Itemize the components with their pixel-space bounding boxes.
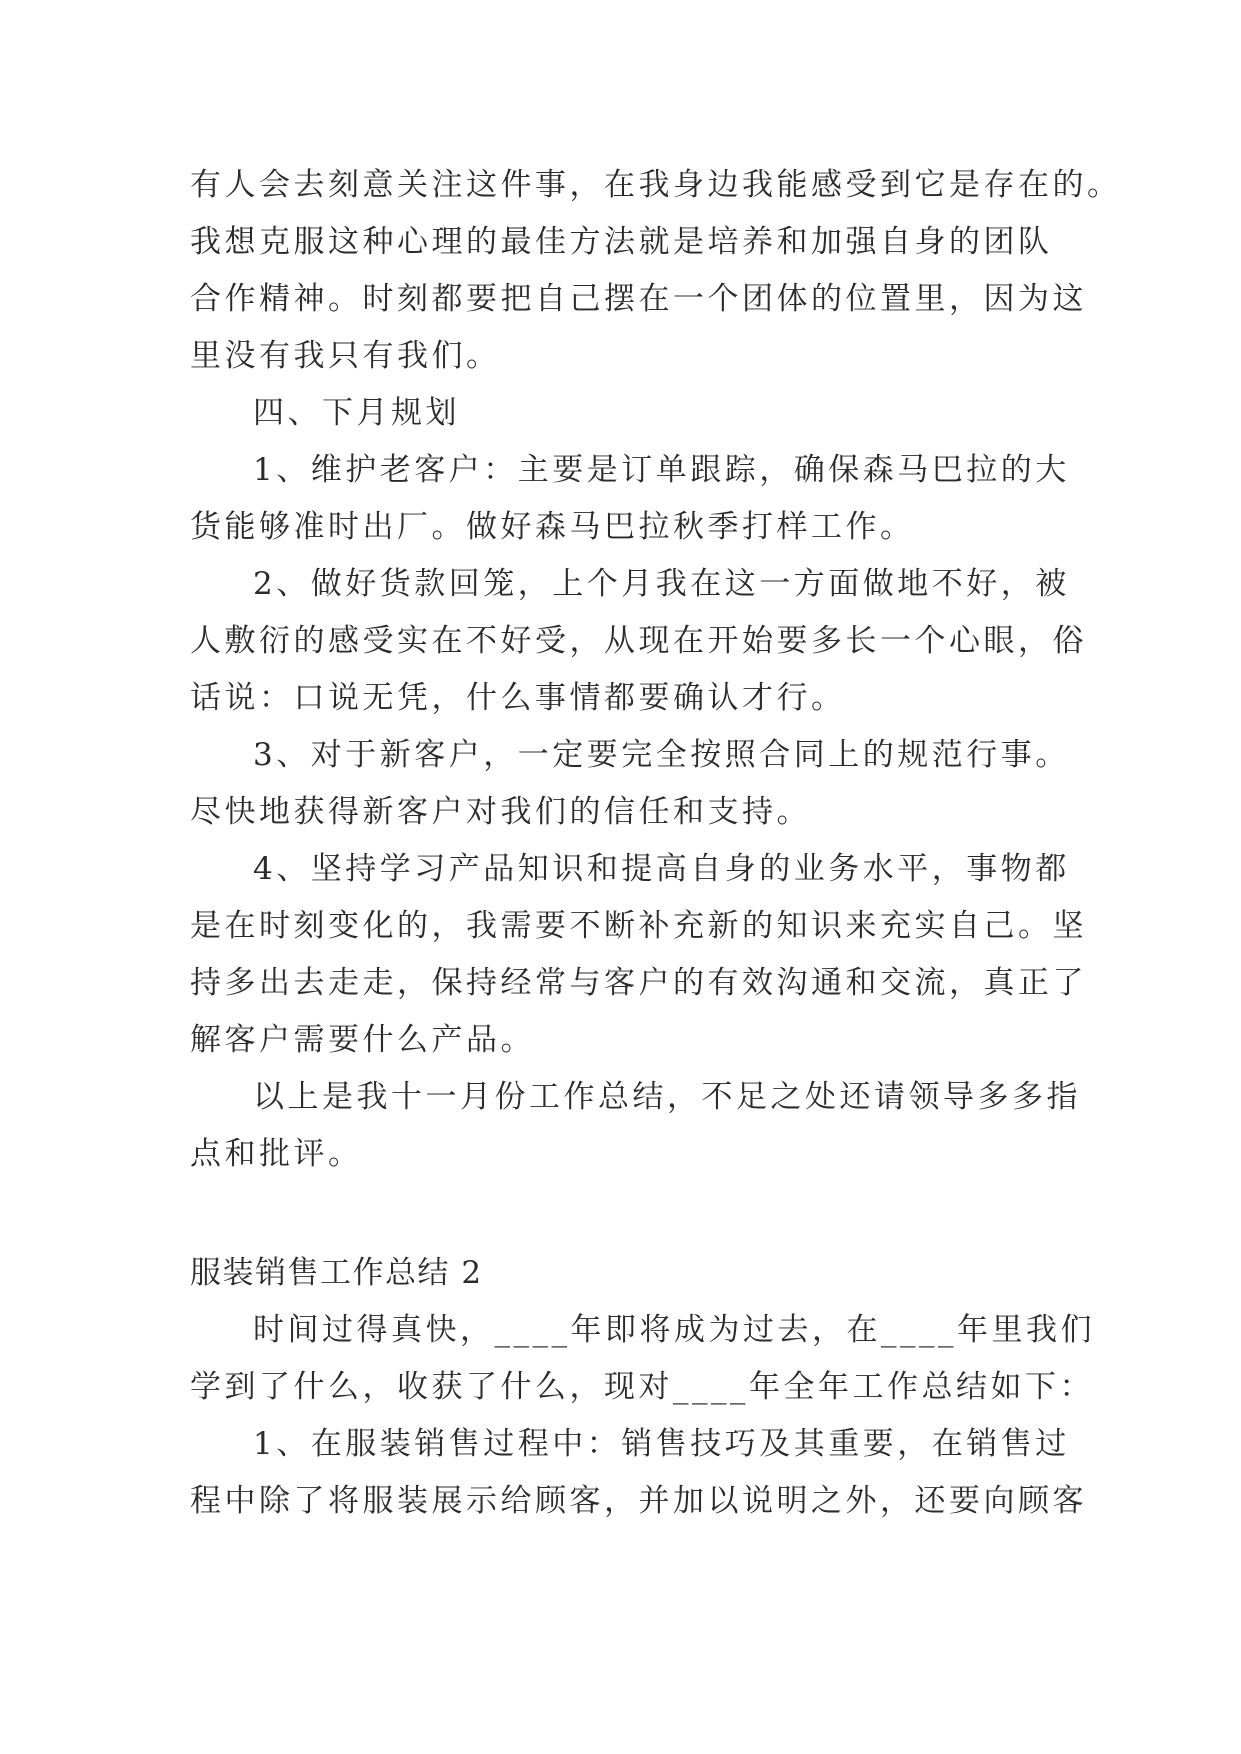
paragraph-line: 货能够准时出厂。做好森马巴拉秋季打样工作。 [190, 509, 915, 545]
paragraph-line: 合作精神。时刻都要把自己摆在一个团体的位置里，因为这 [190, 281, 1087, 317]
paragraph-line: 持多出去走走，保持经常与客户的有效沟通和交流，真正了 [190, 965, 1087, 1001]
paragraph-line: 以上是我十一月份工作总结，不足之处还请领导多多指 [253, 1079, 1081, 1115]
paragraph-line: 1、在服装销售过程中：销售技巧及其重要，在销售过 [253, 1426, 1070, 1462]
paragraph-line: 里没有我只有我们。 [190, 338, 501, 374]
paragraph-line: 话说：口说无凭，什么事情都要确认才行。 [190, 680, 846, 716]
paragraph-line: 解客户需要什么产品。 [190, 1022, 535, 1058]
paragraph-line: 学到了什么，收获了什么，现对____年全年工作总结如下： [190, 1369, 1094, 1405]
paragraph-line: 点和批评。 [190, 1136, 363, 1172]
paragraph-line: 人敷衍的感受实在不好受，从现在开始要多长一个心眼，俗 [190, 623, 1087, 659]
paragraph-line: 是在时刻变化的，我需要不断补充新的知识来充实自己。坚 [190, 908, 1087, 944]
paragraph-line: 时间过得真快，____年即将成为过去，在____年里我们 [253, 1312, 1095, 1348]
section-heading: 四、下月规划 [253, 395, 460, 431]
paragraph-line: 1、维护老客户：主要是订单跟踪，确保森马巴拉的大 [253, 452, 1070, 488]
paragraph-line: 4、坚持学习产品知识和提高自身的业务水平，事物都 [253, 851, 1070, 887]
paragraph-line: 尽快地获得新客户对我们的信任和支持。 [190, 794, 811, 830]
document-title: 服装销售工作总结 2 [190, 1255, 483, 1291]
paragraph-line: 有人会去刻意关注这件事，在我身边我能感受到它是存在的。 [190, 167, 1122, 203]
paragraph-line: 3、对于新客户，一定要完全按照合同上的规范行事。 [253, 737, 1070, 773]
paragraph-line: 程中除了将服装展示给顾客，并加以说明之外，还要向顾客 [190, 1483, 1087, 1519]
paragraph-line: 我想克服这种心理的最佳方法就是培养和加强自身的团队 [190, 224, 1053, 260]
paragraph-line: 2、做好货款回笼，上个月我在这一方面做地不好，被 [253, 566, 1070, 602]
